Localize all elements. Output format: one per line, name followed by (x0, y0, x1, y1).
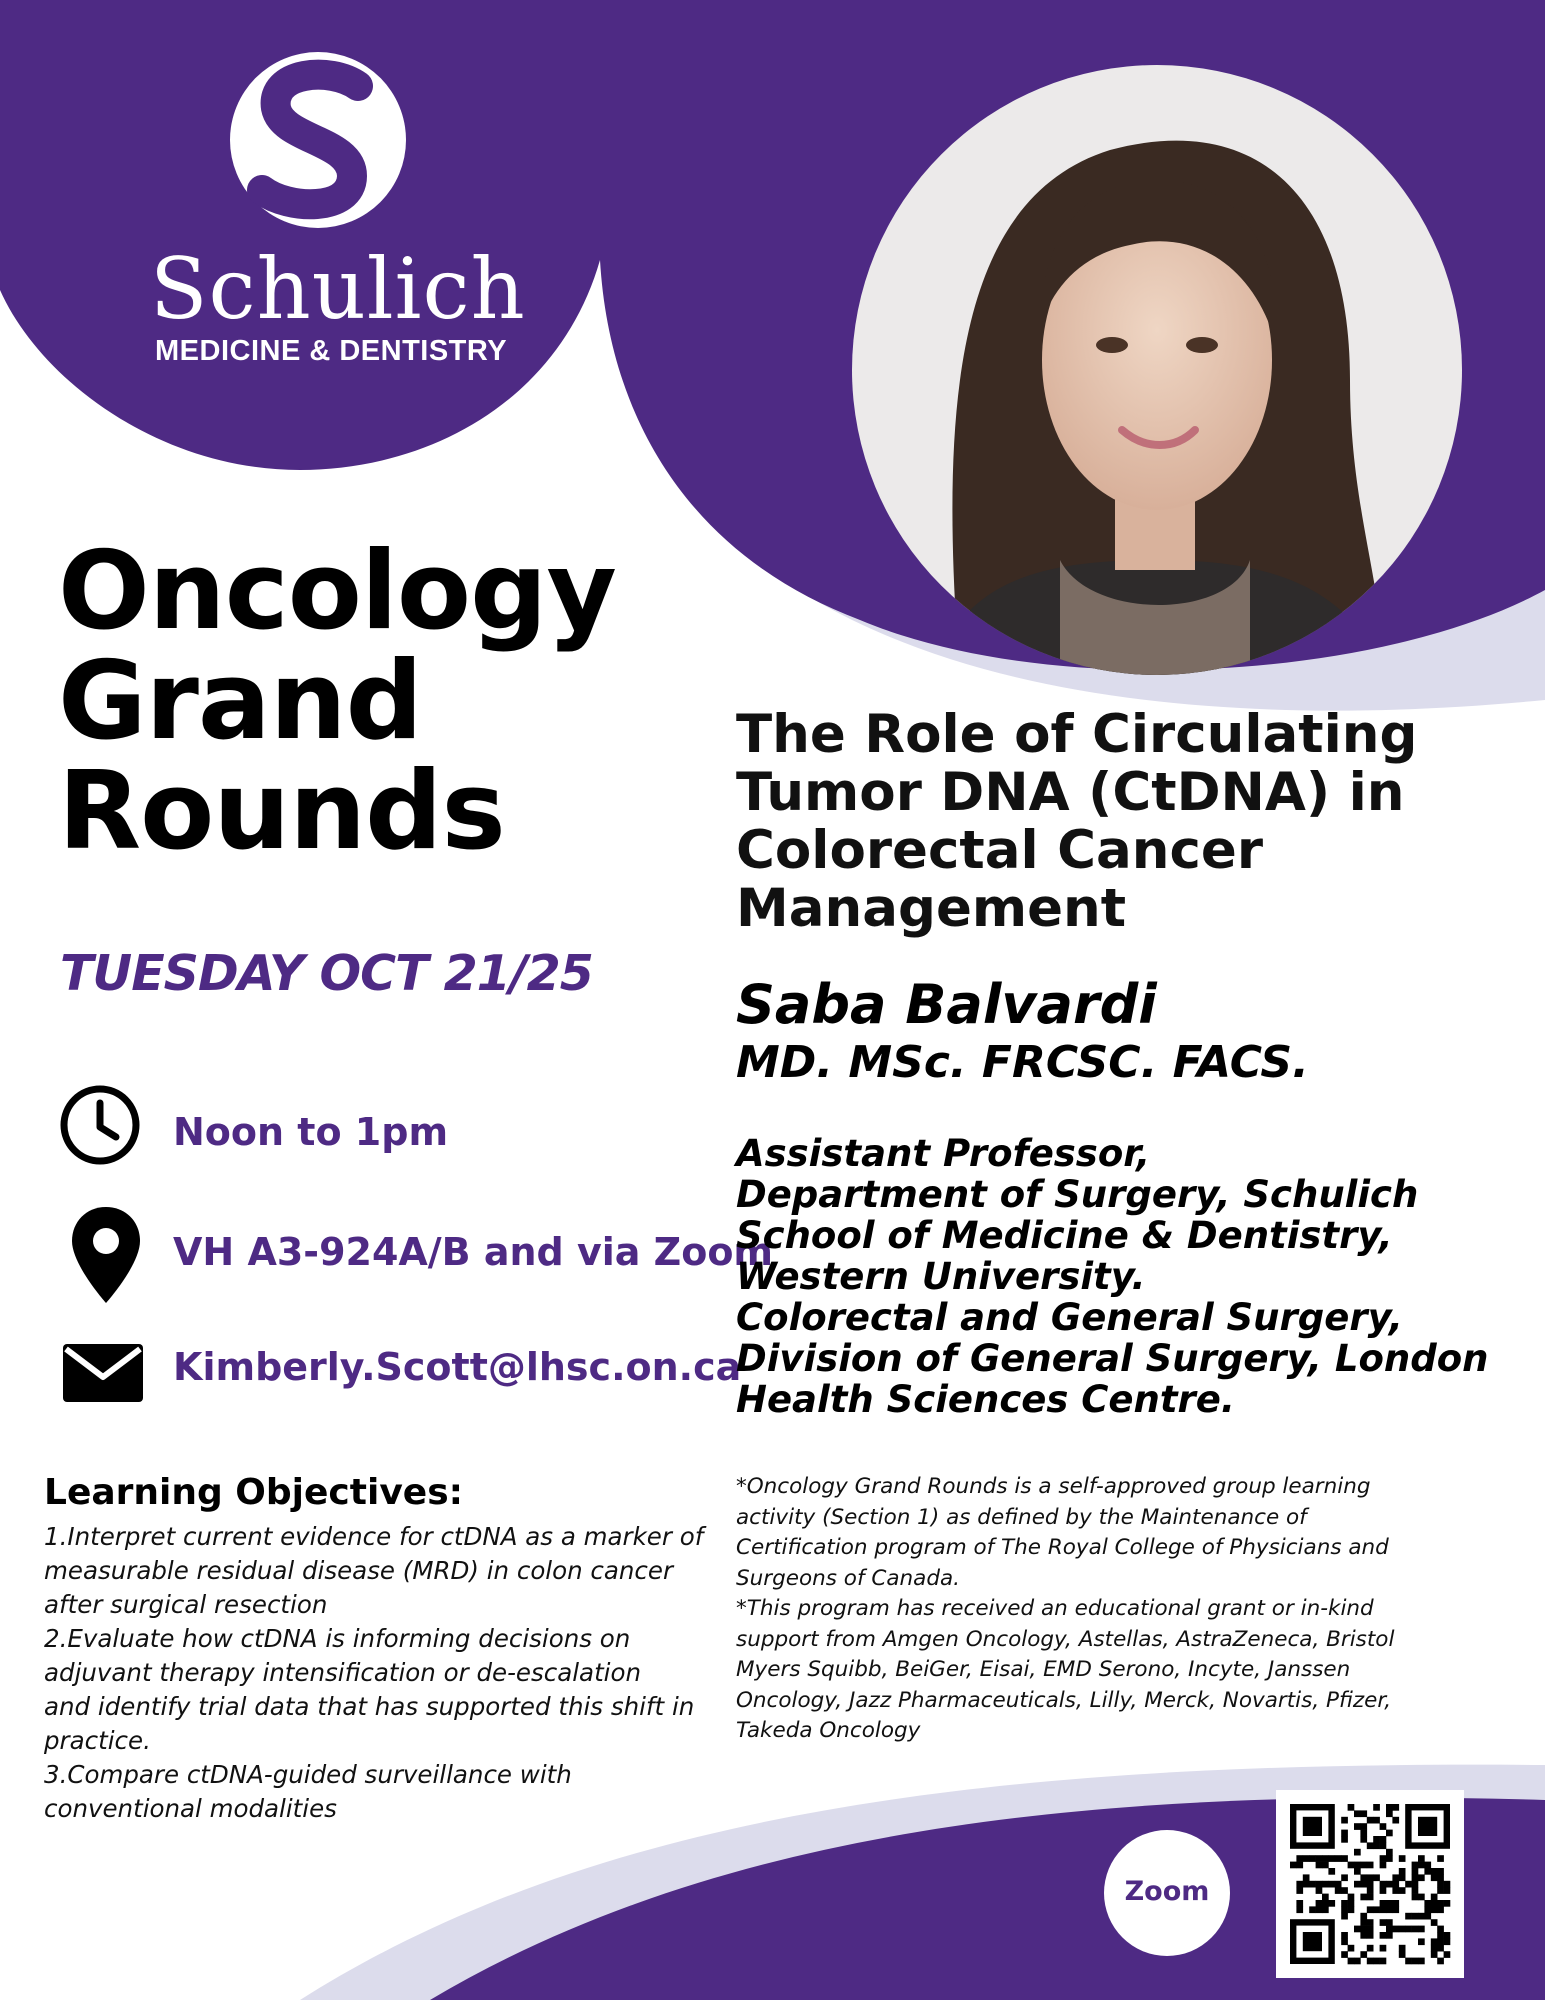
envelope-icon (62, 1343, 144, 1403)
map-pin-icon (68, 1205, 144, 1305)
zoom-icon[interactable] (1104, 1830, 1230, 1956)
note-line: *This program has received an educational grant or in-kind (736, 1596, 1374, 1621)
event-title-line-2: Grand (58, 639, 422, 764)
event-location: VH A3-924A/B and via Zoom (173, 1230, 774, 1274)
note-line: support from Amgen Oncology, Astellas, AstraZeneca, Bristol (736, 1626, 1395, 1652)
talk-title (736, 706, 1456, 938)
speaker-credentials: MD. MSc. FRCSC. FACS. (736, 1037, 1309, 1088)
logo-wordmark: Schulich (150, 240, 526, 338)
objective-line: after surgical resection (44, 1590, 328, 1619)
event-title-line-3: Rounds (58, 749, 505, 874)
bio-line: Health Sciences Centre. (736, 1378, 1235, 1421)
note-line: Takeda Oncology (736, 1718, 921, 1743)
objective-line: adjuvant therapy intensification or de-escalation (44, 1658, 641, 1687)
objective-line: 2.Evaluate how ctDNA is informing decisions on (44, 1624, 631, 1653)
talk-title-line: Management (736, 878, 1127, 939)
qr-code-graphic (1276, 1790, 1464, 1978)
contact-email[interactable]: Kimberly.Scott@lhsc.on.ca (173, 1345, 742, 1389)
note-line: Oncology, Jazz Pharmaceuticals, Lilly, Merck, Novartis, Pfizer, (736, 1687, 1392, 1713)
note-line: activity (Section 1) as defined by the Maintenance of (736, 1504, 1307, 1530)
event-title-line-1: Oncology (58, 529, 616, 654)
note-line: Surgeons of Canada. (736, 1565, 961, 1591)
bio-line: Division of General Surgery, London (736, 1337, 1489, 1380)
note-line: *Oncology Grand Rounds is a self-approved group learning (736, 1474, 1371, 1499)
talk-title-line: Tumor DNA (CtDNA) in (736, 762, 1405, 823)
speaker-bio (736, 1133, 1496, 1420)
objective-line: conventional modalities (44, 1794, 337, 1823)
speaker-name: Saba Balvardi (736, 973, 1157, 1036)
bio-line: Colorectal and General Surgery, (736, 1296, 1403, 1339)
logo-subtitle: MEDICINE & DENTISTRY (155, 335, 508, 367)
note-line: Myers Squibb, BeiGer, Eisai, EMD Serono, Incyte, Janssen (736, 1657, 1351, 1682)
accreditation-notes (736, 1472, 1426, 1747)
objective-line: 1.Interpret current evidence for ctDNA as a marker of (44, 1522, 704, 1551)
bio-line: School of Medicine & Dentistry, (736, 1214, 1393, 1257)
talk-title-line: Colorectal Cancer (736, 820, 1263, 881)
clock-icon (58, 1083, 142, 1167)
event-date: TUESDAY OCT 21/25 (60, 945, 593, 1002)
schulich-logo-mark (230, 52, 406, 228)
bio-line: Western University. (736, 1255, 1146, 1298)
learning-objectives-list (44, 1520, 714, 1826)
zoom-label: Zoom (1124, 1876, 1210, 1907)
talk-title-line: The Role of Circulating (736, 704, 1418, 765)
objective-line: 3.Compare ctDNA-guided surveillance with (44, 1760, 572, 1789)
note-line: Certification program of The Royal College of Physicians and (736, 1535, 1389, 1560)
objective-line: practice. (44, 1726, 151, 1755)
objective-line: measurable residual disease (MRD) in colon cancer (44, 1556, 674, 1585)
objective-line: and identify trial data that has supported this shift in (44, 1692, 695, 1721)
bio-line: Department of Surgery, Schulich (736, 1173, 1419, 1216)
qr-code-icon[interactable] (1276, 1790, 1464, 1978)
bio-line: Assistant Professor, (736, 1132, 1151, 1175)
learning-objectives-heading: Learning Objectives: (44, 1472, 464, 1513)
event-time: Noon to 1pm (173, 1110, 449, 1154)
